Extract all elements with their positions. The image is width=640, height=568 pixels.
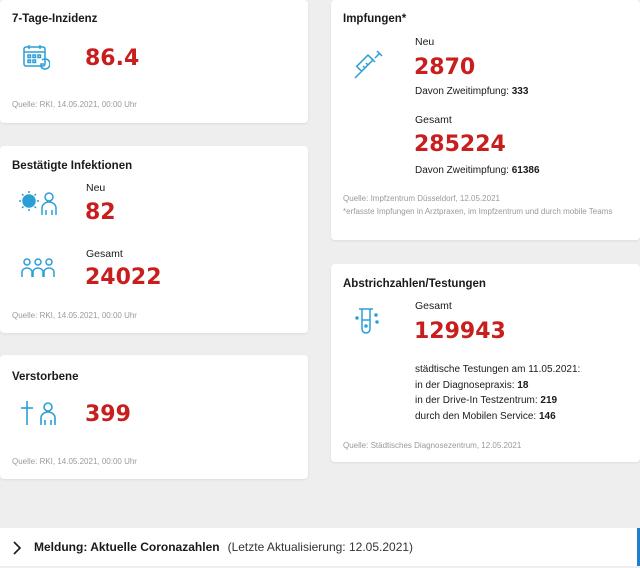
tests-line-4: durch den Mobilen Service: 146 — [415, 410, 556, 422]
vaccinations-new-value: 2870 — [414, 55, 476, 80]
incidence-title: 7-Tage-Inzidenz — [12, 13, 98, 25]
vaccinations-source: Quelle: Impfzentrum Düsseldorf, 12.05.2021 — [343, 194, 500, 203]
tests-title: Abstrichzahlen/Testungen — [343, 278, 486, 290]
calendar-icon — [22, 43, 50, 76]
incidence-source: Quelle: RKI, 14.05.2021, 00:00 Uhr — [12, 100, 137, 109]
incidence-value: 86.4 — [85, 46, 140, 71]
vaccinations-title: Impfungen* — [343, 13, 407, 25]
infections-total-label: Gesamt — [86, 248, 123, 260]
syringe-icon — [353, 50, 383, 85]
tests-line-1: städtische Testungen am 11.05.2021: — [415, 364, 581, 375]
tests-total-label: Gesamt — [415, 300, 452, 312]
deaths-card — [0, 355, 308, 479]
test-tube-icon — [353, 306, 381, 341]
incidence-card — [0, 0, 308, 123]
infections-total-value: 24022 — [85, 265, 162, 290]
vaccinations-card — [331, 0, 640, 240]
news-date: (Letzte Aktualisierung: 12.05.2021) — [227, 540, 414, 554]
infections-new-value: 82 — [85, 200, 116, 225]
vaccinations-footnote: *erfasste Impfungen in Arztpraxen, im Impfzentrum und durch mobile Teams — [343, 207, 613, 216]
infections-title: Bestätigte Infektionen — [12, 160, 133, 172]
tests-card — [331, 264, 640, 462]
news-text[interactable] — [34, 540, 413, 554]
news-accordion[interactable] — [0, 528, 640, 566]
tests-total-value: 129943 — [414, 319, 506, 344]
vaccinations-new-label: Neu — [415, 36, 435, 48]
deaths-value: 399 — [85, 402, 131, 427]
vaccinations-total-second: Davon Zweitimpfung: 61386 — [415, 165, 540, 176]
deaths-source: Quelle: RKI, 14.05.2021, 00:00 Uhr — [12, 457, 137, 466]
group-icon — [20, 256, 56, 285]
tests-source: Quelle: Städtisches Diagnosezentrum, 12.05.2021 — [343, 441, 522, 450]
tests-line-2: in der Diagnosepraxis: 18 — [415, 379, 529, 391]
chevron-right-icon[interactable] — [12, 541, 22, 560]
infections-new-label: Neu — [86, 182, 106, 194]
infections-source: Quelle: RKI, 14.05.2021, 00:00 Uhr — [12, 311, 137, 320]
deaths-title: Verstorbene — [12, 371, 79, 383]
tests-line-3: in der Drive-In Testzentrum: 219 — [415, 395, 558, 406]
tests-breakdown — [415, 362, 580, 424]
infections-card — [0, 146, 308, 333]
cross-person-icon — [18, 399, 60, 432]
virus-person-icon — [18, 188, 60, 223]
vaccinations-total-label: Gesamt — [415, 114, 452, 126]
vaccinations-total-value: 285224 — [414, 132, 506, 157]
vaccinations-new-second: Davon Zweitimpfung: 333 — [415, 86, 529, 97]
news-title[interactable]: Meldung: Aktuelle Coronazahlen — [34, 540, 220, 554]
